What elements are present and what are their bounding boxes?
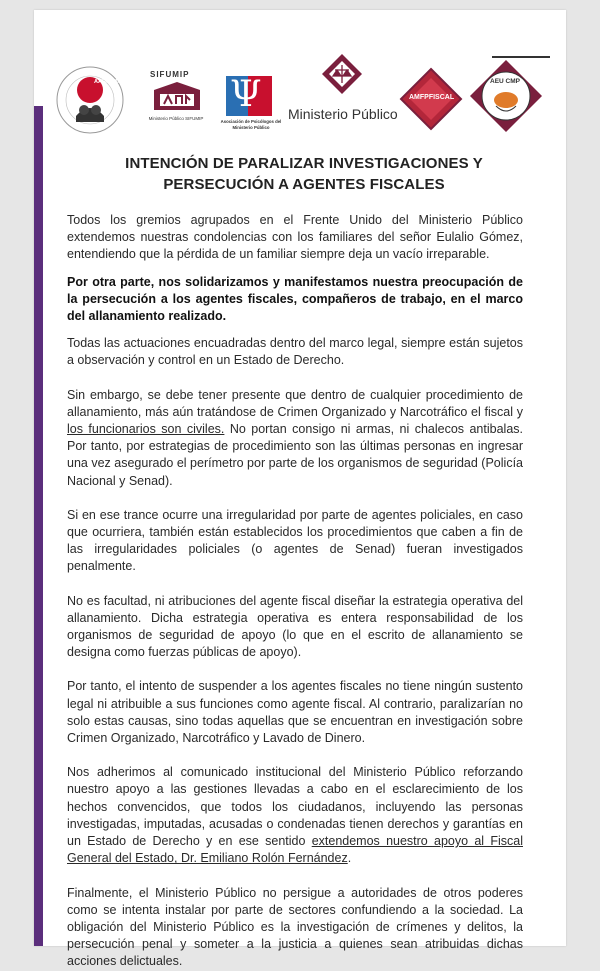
- aaffump-logo-text: AAFFUMP: [94, 79, 121, 85]
- sifumip-logo: [138, 70, 214, 138]
- paragraph-8-part-b: .: [347, 851, 352, 866]
- document-body: [67, 212, 523, 971]
- sifumip-subtitle: Ministerio Público SIFUMIP: [148, 116, 204, 121]
- ministerio-publico-logo: [288, 52, 398, 136]
- paragraph-6: No es facultad, ni atribuciones del agente fiscal diseñar la estrategia operativa del allanamiento. Dicha estrategia operativa es entera responsabilidad de los organismos de seguridad de apoyo (lo que en el escrito de allanamiento se designa como fuerzas públicas de apoyo).: [67, 593, 523, 660]
- amfpfiscal-logo: [398, 66, 464, 132]
- paragraph-4-part-b: No portan consigo ni armas, ni chalecos antibalas. Por tanto, por estrategias de procedimiento son las últimas personas en ingresar una vez asegurado el perímetro por parte de los organismos de seguridad (Policía Nacional y Senad).: [67, 422, 523, 488]
- paragraph-7: Por tanto, el intento de suspender a los agentes fiscales no tiene ningún sustento legal ni atribuible a sus funciones como agente fiscal. Al contrario, paralizarían no solo estas causas, sino todas aquellas que se encuentran en investigación sobre Crimen Organizado, Narcotráfico y Lavado de Dinero.: [67, 679, 523, 746]
- paragraph-2: Por otra parte, nos solidarizamos y manifestamos nuestra preocupación de la persecución a los agentes fiscales, compañeros de trabajo, en el marco del allanamiento realizado.: [67, 274, 523, 324]
- paragraph-1: Todos los gremios agrupados en el Frente Unido del Ministerio Público extendemos nuestras condolencias con los familiares del señor Eulalio Gómez, entendiendo que la pérdida de un familiar siempre deja un vacío irreparable.: [67, 213, 523, 262]
- paragraph-8-underlined: extendemos nuestro apoyo al Fiscal General del Estado, Dr. Emiliano Rolón Fernández: [67, 834, 523, 866]
- aeu-cmp-logo: [466, 58, 546, 138]
- paragraph-4-part-a: Sin embargo, se debe tener presente que dentro de cualquier procedimiento de allanamiento, más aún tratándose de Crimen Organizado y Narcotráfico el fiscal y: [67, 387, 523, 419]
- paragraph-3: Todas las actuaciones encuadradas dentro del marco legal, siempre están sujetos a observación y control en un Estado de Derecho.: [67, 336, 523, 368]
- amfpfiscal-logo-text: AMFPFISCAL: [409, 94, 455, 101]
- purple-side-bar: [34, 106, 43, 946]
- aeu-cmp-logo-text: AEU CMP: [490, 78, 520, 85]
- title-line-2: PERSECUCIÓN A AGENTES FISCALES: [163, 176, 445, 193]
- psicologos-logo: [220, 72, 286, 136]
- paragraph-5: Si en ese trance ocurre una irregularidad por parte de agentes policiales, en caso que ocurriera, también están establecidos los procedimientos que caben a fin de las irregularidades policiales (o agentes de Senad) fueran investigados penalmente.: [67, 507, 523, 574]
- paragraph-9: Finalmente, el Ministerio Público no persigue a autoridades de otros poderes como se intenta instalar por parte de sectores confundiendo a la sociedad. La obligación del Ministerio Público es la investigación de crímenes y delitos, la persecución penal y someter a la justicia a quienes sean atribuidas dichas acciones delictuales.: [67, 885, 523, 969]
- paragraph-4: [67, 387, 523, 490]
- logo-strip: [34, 10, 566, 145]
- paragraph-4-underlined: los funcionarios son civiles.: [67, 422, 225, 437]
- aaffump-logo: [54, 60, 126, 140]
- ministerio-publico-logo-text: Ministerio Público: [288, 106, 398, 122]
- psi-symbol: Ψ: [230, 74, 262, 115]
- psicologos-subtitle: Asociación de Psicólogos del Ministerio Público: [220, 119, 282, 130]
- sifumip-logo-text: SIFUMIP: [150, 70, 190, 79]
- document-page: [34, 10, 566, 969]
- document-title: [68, 153, 540, 195]
- title-line-1: INTENCIÓN DE PARALIZAR INVESTIGACIONES Y: [125, 155, 483, 172]
- paragraph-8-part-a: Nos adherimos al comunicado institucional del Ministerio Público reforzando nuestro apoyo a las gestiones llevadas a cabo en el esclarecimiento de los hechos convencidos, que todos los ciudadanos, incluyendo las personas investigadas, imputadas, acusadas o condenadas tienen derechos y garantías en un Estado de Derecho y en ese sentido: [67, 765, 523, 849]
- paragraph-8: [67, 764, 523, 867]
